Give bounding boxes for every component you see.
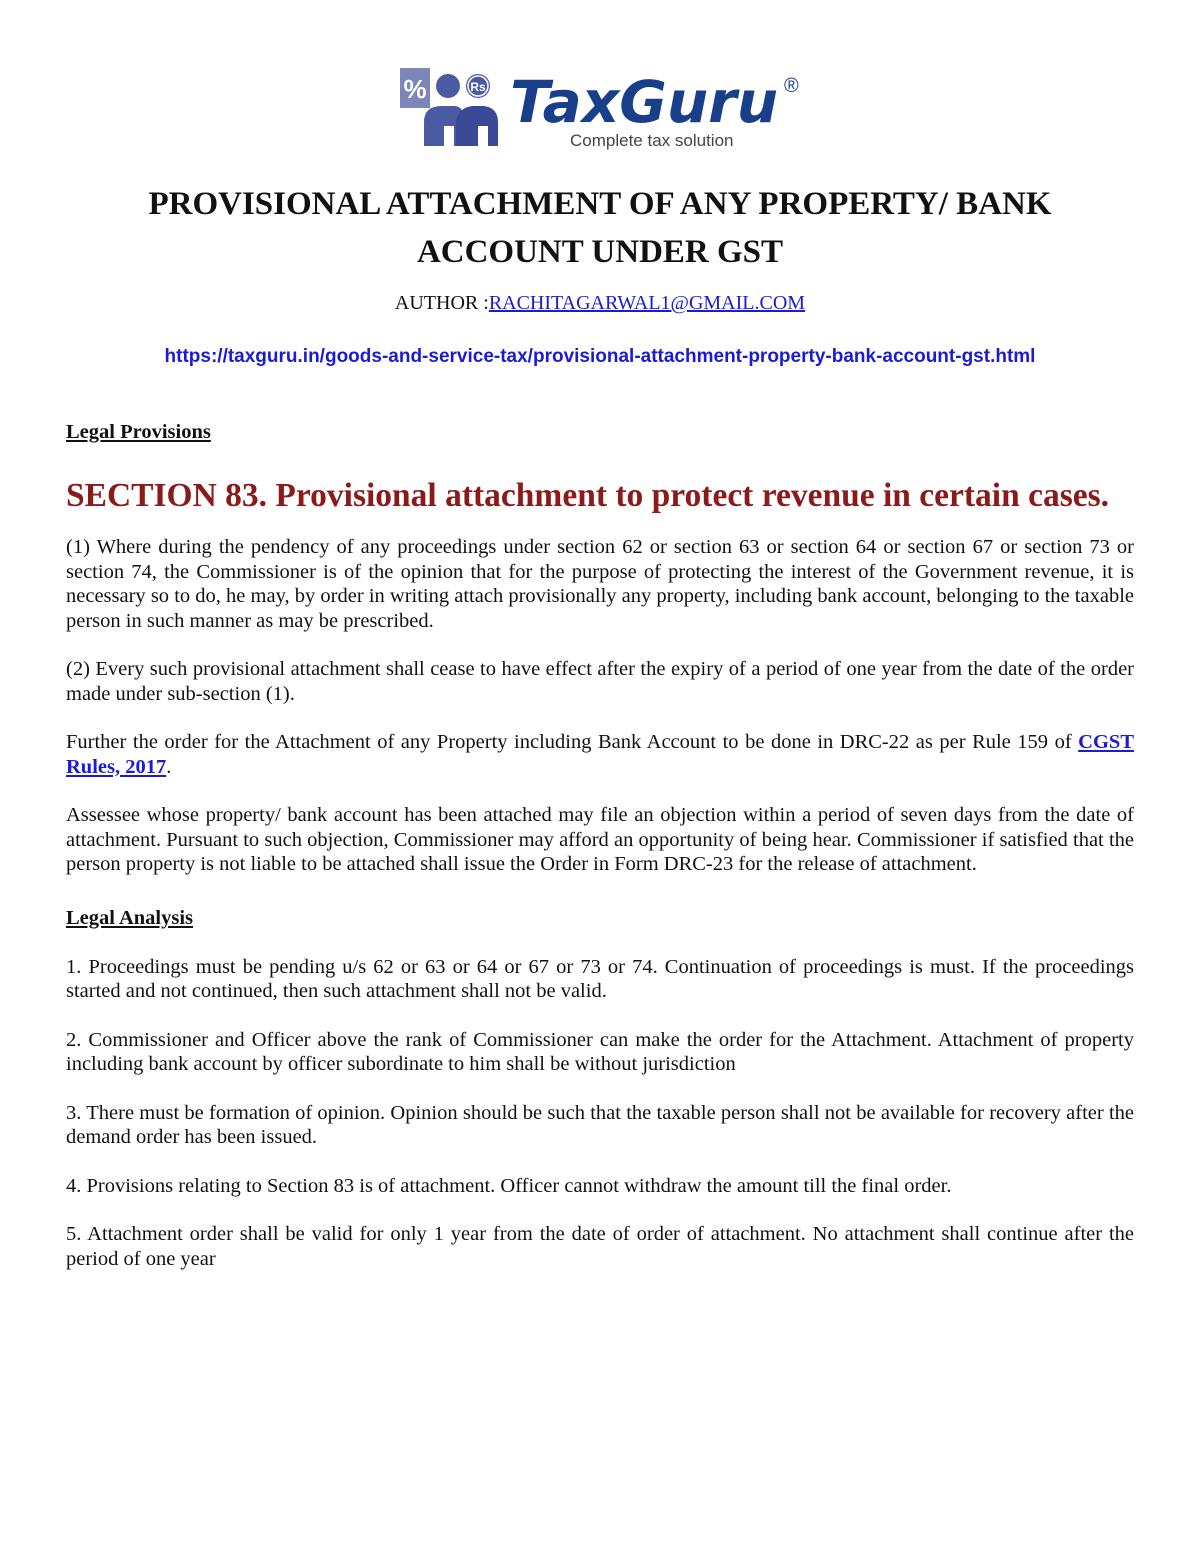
provision-paragraph-2: (2) Every such provisional attachment shall cease to have effect after the expiry of a period of one year from the date of the order made under sub-section (1). (66, 658, 1134, 705)
objection-paragraph: Assessee whose property/ bank account has been attached may file an objection within a period of seven days from the date of attachment. Pursuant to such objection, Commissioner may afford an opportunity of being hear. Commissioner if satisfied that the person property is not liable to be attached shall issue the Order in Form DRC-23 for the release of attachment. (66, 804, 1134, 875)
rule-text: Further the order for the Attachment of any Property including Bank Account to be done in DRC-22 as per Rule 159 of (66, 731, 1079, 753)
author-line (0, 290, 1200, 316)
percent-badge-icon (400, 68, 430, 108)
rule-text-end: . (166, 755, 172, 778)
analysis-item: 1. Proceedings must be pending u/s 62 or 63 or 64 or 67 or 73 or 74. Continuation of proceedings is must. If the proceedings started and not continued, then such attachment shall not be valid. (66, 955, 1134, 1002)
document-title (60, 180, 1140, 276)
brand-name: TaxGuru (510, 68, 779, 136)
analysis-item: 4. Provisions relating to Section 83 is of attachment. Officer cannot withdraw the amount till the final order. (66, 1174, 952, 1197)
author-email-link[interactable]: RACHITAGARWAL1@GMAIL.COM (488, 292, 806, 314)
title-line-1: PROVISIONAL ATTACHMENT OF ANY PROPERTY/ BANK (148, 186, 1052, 222)
section-83-title: SECTION 83. Provisional attachment to protect revenue in certain cases. (66, 477, 1110, 514)
analysis-item: 5. Attachment order shall be valid for only 1 year from the date of order of attachment. No attachment shall continue after the period of one year (66, 1223, 1134, 1270)
rule-159-paragraph (66, 730, 1134, 779)
analysis-item: 2. Commissioner and Officer above the rank of Commissioner can make the order for the Attachment. Attachment of property including bank account by officer subordinate to him shall be without jurisdiction (66, 1028, 1134, 1075)
title-line-2: ACCOUNT UNDER GST (416, 234, 784, 270)
legal-provisions-heading: Legal Provisions (66, 421, 211, 443)
source-url-link[interactable]: https://taxguru.in/goods-and-service-tax/provisional-attachment-property-bank-account-gst.html (164, 346, 1036, 367)
registered-mark: ® (784, 75, 799, 97)
analysis-item: 3. There must be formation of opinion. Opinion should be such that the taxable person shall not be available for recovery after the demand order has been issued. (66, 1101, 1134, 1148)
people-icon (424, 74, 498, 146)
provision-paragraph-1: (1) Where during the pendency of any proceedings under section 62 or section 63 or section 64 or section 67 or section 73 or section 74, the Commissioner is of the opinion that for the purpose of protecting the interest of the Government revenue, it is necessary so to do, he may, by order in writing attach provisionally any property, including bank account, belonging to the taxable person in such manner as may be prescribed. (66, 536, 1134, 632)
cgst-rules-link[interactable]: CGST Rules, 2017 (66, 731, 1134, 778)
author-prefix: AUTHOR : (394, 292, 489, 314)
svg-text:%: % (403, 74, 427, 104)
taxguru-logo[interactable] (398, 64, 808, 154)
document-body (66, 419, 1134, 1271)
legal-analysis-heading: Legal Analysis (66, 906, 194, 929)
brand-tagline: Complete tax solution (570, 131, 734, 150)
svg-text:Rs: Rs (470, 80, 486, 94)
